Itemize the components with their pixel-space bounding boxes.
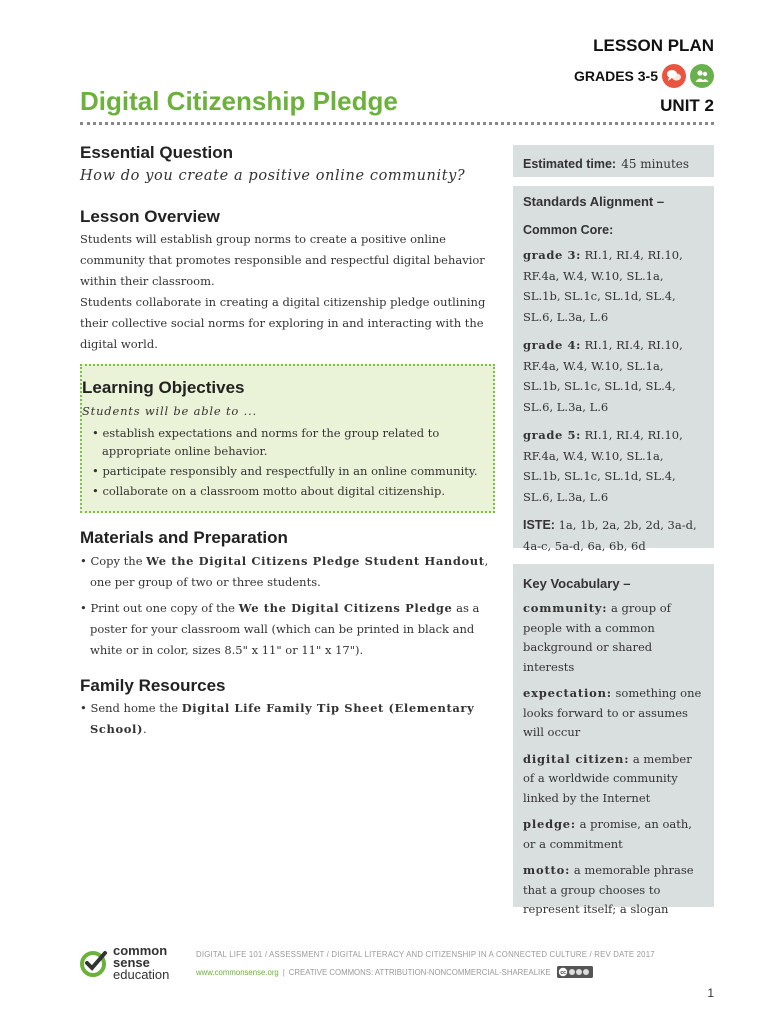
estimated-time-value: 45 minutes	[621, 157, 690, 171]
vocab-list	[523, 599, 704, 920]
grade-standards: RI.1, RI.4, RI.10, RF.4a, W.4, W.10, SL.1a, SL.1b, SL.1c, SL.1d, SL.4, SL.6, L.3a, L.6	[523, 428, 683, 504]
key-vocabulary-panel	[513, 564, 714, 916]
list-item: • collaborate on a classroom motto about digital citizenship.	[92, 484, 445, 498]
text-run: as a poster for your classroom wall (which can be printed in black and white or in color, sizes 8.5" x 11" or 11" x 17").	[90, 601, 480, 657]
overview-paragraph-2: Students collaborate in creating a digital citizenship pledge outlining their collective social norms for exploring in and interacting with the digital world.	[80, 295, 486, 351]
standards-grade-5	[523, 425, 704, 507]
standards-iste	[523, 515, 704, 556]
vocab-definition: a member of a worldwide community linked by the Internet	[523, 751, 692, 805]
standards-title: Standards Alignment –	[523, 194, 665, 209]
common-core-label: Common Core:	[523, 223, 614, 237]
grades-label: GRADES 3-5	[573, 68, 658, 84]
vocab-item	[523, 750, 704, 809]
materials-heading: Materials and Preparation	[80, 528, 288, 547]
text-run: • Print out one copy of the	[80, 601, 239, 615]
text-run: • Send home the	[80, 701, 182, 715]
vocab-term: motto:	[523, 863, 571, 877]
grade-standards: RI.1, RI.4, RI.10, RF.4a, W.4, W.10, SL.1a, SL.1b, SL.1c, SL.1d, SL.4, SL.6, L.3a, L.6	[523, 248, 683, 324]
logo-line: common	[113, 943, 168, 958]
family-resources-heading: Family Resources	[80, 676, 226, 695]
grade-label: grade 4:	[523, 338, 581, 352]
commonsense-link[interactable]: www.commonsense.org	[196, 967, 279, 977]
iste-label: ISTE:	[523, 518, 555, 532]
footer-course-info: DIGITAL LIFE 101 / ASSESSMENT / DIGITAL LITERACY AND CITIZENSHIP IN A CONNECTED CULTURE / REV DATE 2017	[196, 950, 655, 959]
people-icon	[690, 64, 714, 88]
essential-question-text: How do you create a positive online community?	[80, 168, 466, 184]
lesson-plan-label: LESSON PLAN	[593, 36, 714, 55]
vocab-definition: a promise, an oath, or a commitment	[523, 817, 692, 851]
poster-title: We the Digital Citizens Pledge	[238, 601, 453, 615]
page-number: 1	[707, 986, 714, 1000]
creative-commons-badge-icon	[557, 966, 593, 978]
logo-wordmark	[113, 945, 169, 981]
license-text: CREATIVE COMMONS: ATTRIBUTION-NONCOMMERCIAL-SHAREALIKE	[288, 967, 551, 977]
logo-line: education	[113, 967, 170, 982]
list-item: • participate responsibly and respectfully in an online community.	[92, 464, 478, 478]
standards-alignment-panel	[513, 186, 714, 553]
header-right	[574, 36, 714, 116]
list-item	[80, 551, 500, 593]
svg-text:cc: cc	[559, 970, 566, 976]
tip-sheet-title: Digital Life Family Tip Sheet (Elementary School)	[90, 701, 475, 736]
footer-license-line	[196, 966, 593, 978]
lesson-overview-heading: Lesson Overview	[80, 207, 220, 226]
overview-paragraph-1: Students will establish group norms to create a positive online community that promotes responsible and respectful digital behavior within their classroom.	[80, 232, 485, 288]
text-run: • Copy the	[80, 554, 147, 568]
standards-grade-3	[523, 245, 704, 327]
materials-list	[80, 551, 500, 666]
header-divider	[80, 122, 714, 125]
grade-standards: RI.1, RI.4, RI.10, RF.4a, W.4, W.10, SL.1a, SL.1b, SL.1c, SL.1d, SL.4, SL.6, L.3a, L.6	[523, 338, 683, 414]
estimated-time-panel	[513, 145, 714, 177]
vocab-item	[523, 861, 704, 920]
list-item: • establish expectations and norms for the group related to appropriate online behavior.	[92, 426, 440, 458]
vocab-definition: a group of people with a common background or shared interests	[523, 601, 671, 674]
unit-label: UNIT 2	[660, 96, 714, 115]
list-item	[80, 698, 500, 740]
learning-objectives-heading: Learning Objectives	[82, 378, 245, 397]
vocab-term: digital citizen:	[523, 751, 630, 766]
vocab-definition: something one looks forward to or assumes will occur	[523, 686, 702, 739]
speech-bubbles-icon	[662, 64, 686, 88]
vocab-term: expectation:	[523, 686, 612, 700]
text-run: .	[143, 722, 147, 736]
vocab-term: pledge:	[523, 817, 576, 831]
key-vocabulary-title: Key Vocabulary –	[523, 576, 631, 591]
logo-line: sense	[113, 955, 150, 970]
vocab-term: community:	[523, 601, 608, 615]
grade-label: grade 5:	[523, 428, 581, 442]
learning-objectives-box	[80, 364, 495, 513]
objectives-list	[92, 424, 487, 502]
checkmark-logo-icon	[79, 948, 109, 978]
objectives-intro: Students will be able to ...	[82, 404, 257, 418]
list-item	[80, 598, 500, 661]
family-resources-list	[80, 698, 500, 740]
essential-question-heading: Essential Question	[80, 143, 234, 162]
page-title: Digital Citizenship Pledge	[80, 86, 398, 116]
handout-title: We the Digital Citizens Pledge Student Handout	[146, 554, 485, 568]
vocab-definition: a memorable phrase that a group chooses to represent itself; a slogan	[523, 863, 694, 916]
grades-row	[574, 64, 714, 88]
common-sense-logo	[79, 945, 169, 981]
text-run: , one per group of two or three students.	[90, 554, 489, 589]
vocab-item	[523, 684, 704, 743]
estimated-time-label: Estimated time:	[523, 157, 617, 171]
grade-label: grade 3:	[523, 248, 581, 262]
vocab-item	[523, 599, 704, 677]
standards-grade-4	[523, 335, 704, 417]
footer-separator: |	[282, 967, 285, 977]
vocab-item	[523, 815, 704, 854]
iste-standards: 1a, 1b, 2a, 2b, 2d, 3a-d, 4a-c, 5a-d, 6a, 6b, 6d	[523, 518, 697, 553]
